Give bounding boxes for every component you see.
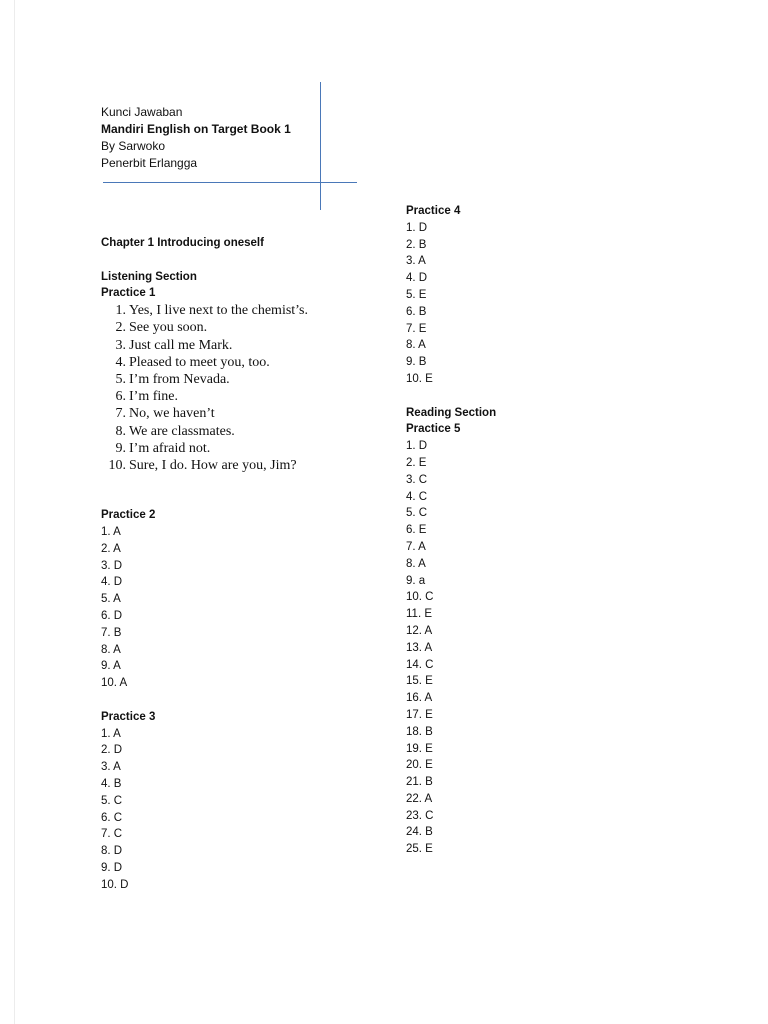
answer-item: 15. E xyxy=(406,675,433,688)
answer-item: 17. E xyxy=(406,708,433,721)
answer-item: 13. A xyxy=(406,641,433,654)
answer-item: 20. E xyxy=(406,759,433,772)
answer-item: 22. A xyxy=(406,792,433,805)
answer-item: 4. D xyxy=(406,272,428,285)
answer-item: 24. B xyxy=(406,826,433,839)
answer-item: 11. E xyxy=(406,608,432,621)
answer-item: 9. a xyxy=(406,574,426,587)
answer-item: 5. E xyxy=(406,288,427,301)
practice-3-title: Practice 3 xyxy=(101,710,156,723)
answer-item: 9. B xyxy=(406,356,427,369)
page-edge xyxy=(14,0,15,1024)
answer-item: 2. E xyxy=(406,456,427,469)
chapter-title: Chapter 1 Introducing oneself xyxy=(101,237,264,249)
answer-item: 18. B xyxy=(406,725,433,738)
reading-section-title: Reading Section xyxy=(406,406,497,419)
author-line: By Sarwoko xyxy=(101,139,166,153)
list-item: 1. Yes, I live next to the chemist’s. xyxy=(115,303,309,319)
practice-2-title: Practice 2 xyxy=(101,509,156,522)
answer-item: 1. D xyxy=(406,440,428,453)
list-item: 2. See you soon. xyxy=(115,320,208,336)
answer-item: 10. E xyxy=(406,372,433,385)
list-item: 8. We are classmates. xyxy=(115,423,235,439)
answer-item: 2. B xyxy=(406,238,427,251)
list-item: 3. Just call me Mark. xyxy=(115,337,233,353)
answer-item: 1. A xyxy=(101,526,121,539)
answer-item: 4. C xyxy=(406,490,428,503)
answer-item: 3. C xyxy=(406,473,428,486)
left-column xyxy=(101,235,308,894)
list-item: 4. Pleased to meet you, too. xyxy=(115,354,270,370)
answer-item: 6. D xyxy=(101,610,123,622)
horizontal-rule-line xyxy=(103,182,357,183)
answer-item: 3. A xyxy=(406,255,426,268)
answer-item: 6. E xyxy=(406,524,427,537)
vertical-rule-line xyxy=(320,82,321,210)
answer-item: 7. A xyxy=(406,540,426,553)
listening-section-title: Listening Section xyxy=(101,270,197,283)
answer-item: 9. D xyxy=(101,861,123,874)
answer-item: 8. A xyxy=(406,557,426,570)
answer-item: 3. D xyxy=(101,559,123,572)
answer-item: 10. D xyxy=(101,878,129,891)
answer-item: 7. B xyxy=(101,626,122,639)
answer-item: 7. E xyxy=(406,322,427,335)
practice-5-title: Practice 5 xyxy=(406,423,461,436)
answer-item: 10. A xyxy=(101,677,128,690)
answer-item: 10. C xyxy=(406,591,434,604)
document-header xyxy=(101,104,291,172)
answer-item: 8. D xyxy=(101,845,123,858)
answer-item: 8. A xyxy=(406,339,426,352)
answer-item: 4. B xyxy=(101,777,122,790)
answer-item: 9. A xyxy=(101,660,121,673)
answer-item: 5. A xyxy=(101,593,121,606)
header-title: Kunci Jawaban xyxy=(101,105,183,119)
practice-1-list xyxy=(101,302,308,474)
answer-item: 1. D xyxy=(406,221,428,234)
list-item: 6. I’m fine. xyxy=(115,389,178,405)
list-item: 5. I’m from Nevada. xyxy=(115,372,230,387)
answer-item: 16. A xyxy=(406,692,433,705)
answer-item: 2. D xyxy=(101,744,123,757)
practice-4-title: Practice 4 xyxy=(406,205,461,217)
answer-item: 5. C xyxy=(406,507,428,520)
answer-item: 7. C xyxy=(101,828,123,841)
answer-item: 12. A xyxy=(406,624,433,637)
answer-item: 23. C xyxy=(406,809,434,822)
answer-item: 4. D xyxy=(101,576,123,589)
answer-item: 19. E xyxy=(406,742,433,755)
list-item: 9. I’m afraid not. xyxy=(115,440,211,456)
answer-item: 6. B xyxy=(406,305,427,318)
answer-item: 14. C xyxy=(406,658,434,671)
list-item: 10. Sure, I do. How are you, Jim? xyxy=(108,458,297,474)
practice-1-title: Practice 1 xyxy=(101,287,156,300)
right-column xyxy=(406,203,496,858)
book-title: Mandiri English on Target Book 1 xyxy=(101,122,291,136)
answer-item: 21. B xyxy=(406,776,433,789)
answer-item: 6. C xyxy=(101,811,123,824)
list-item: 7. No, we haven’t xyxy=(115,406,215,422)
answer-item: 1. A xyxy=(101,727,121,740)
answer-item: 5. C xyxy=(101,794,123,807)
publisher-line: Penerbit Erlangga xyxy=(101,156,198,170)
answer-item: 8. A xyxy=(101,643,121,656)
answer-item: 25. E xyxy=(406,843,433,856)
answer-item: 2. A xyxy=(101,542,121,555)
answer-item: 3. A xyxy=(101,761,121,774)
